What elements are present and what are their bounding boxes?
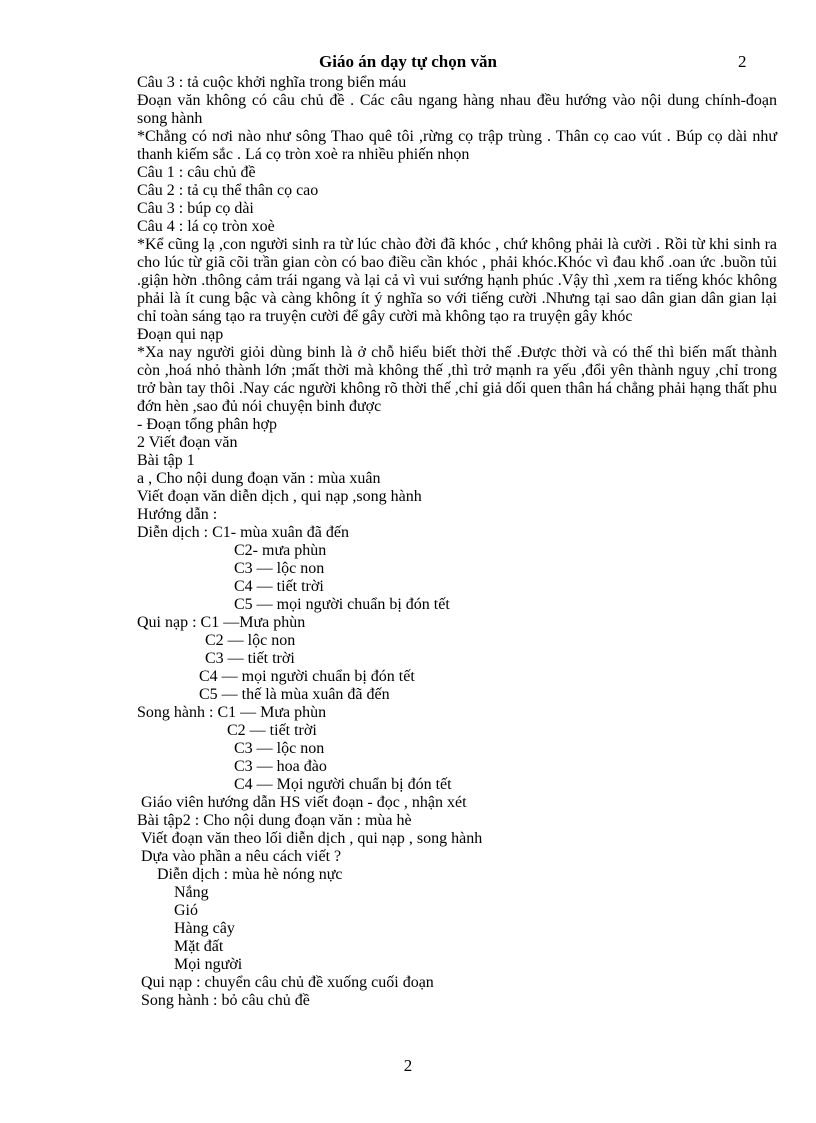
text-paragraph: *Kể cũng lạ ,con người sinh ra từ lúc chào đời đã khóc , chứ không phải là cười . Rồi từ khi sinh ra cho lúc từ giã cõi trần gian còn có bao điều cần khóc , phải khóc.Khóc vì đau khổ .oan ức .buồn tủi .giận hờn .thông cảm trái ngang và lại cả vì vui sướng hạnh phúc .Vậy thì ,xem ra tiếng khóc không phải là ít cung bậc và càng không ít ý nghĩa so với tiếng cười .Nhưng tại sao dân gian dân gian lại chỉ toàn sáng tạo ra truyện cười để gây cười mà không tạo ra truyện gây khóc [137,236,777,325]
outline-line: C3 — tiết trời [205,650,295,667]
text-paragraph: Đoạn văn không có câu chủ đề . Các câu ngang hàng nhau đều hướng vào nội dung chính-đoạn song hành [137,92,777,127]
document-body [137,74,777,1010]
text-line: Dựa vào phần a nêu cách viết ? [141,848,342,865]
text-paragraph: *Xa nay người giỏi dùng binh là ở chỗ hiểu biết thời thế .Được thời và có thế thì biến mất thành còn ,hoá nhỏ thành lớn ;mất thời mà không thế ,thì trở mạnh ra yếu ,đổi yên thành nguy ,chỉ trong trở bàn tay thôi .Nay các người không rõ thời thế ,chỉ giả dối quen thân há chẳng phải hạng thất phu đớn hèn ,sao đủ nói chuyện binh được [137,344,777,415]
footer-page-number: 2 [403,1056,413,1075]
outline-line: C2 — tiết trời [227,722,317,739]
outline-line: C4 — Mọi người chuẩn bị đón tết [234,776,452,793]
text-paragraph: *Chẳng có nơi nào như sông Thao quê tôi ,rừng cọ trập trùng . Thân cọ cao vút . Búp cọ dài như thanh kiếm sắc . Lá cọ tròn xoè ra nhiều phiến nhọn [137,128,777,163]
outline-line: Diễn dịch : C1- mùa xuân đã đến [137,524,349,541]
text-line: Song hành : bỏ câu chủ đề [141,992,310,1009]
outline-line: Gió [174,902,198,919]
outline-line: C4 — mọi người chuẩn bị đón tết [199,668,415,685]
text-line: Hướng dẫn : [137,506,218,523]
section-heading: 2 Viết đoạn văn [137,434,238,451]
outline-line: C3 — lộc non [234,740,325,757]
outline-line: C5 — mọi người chuẩn bị đón tết [234,596,450,613]
exercise-heading: Bài tập2 : Cho nội dung đoạn văn : mùa hè [137,812,412,829]
text-line: Câu 3 : tả cuộc khởi nghĩa trong biển máu [137,74,407,91]
outline-line: C3 — lộc non [234,560,325,577]
outline-line: Mọi người [174,956,243,973]
text-line: a , Cho nội dung đoạn văn : mùa xuân [137,470,381,487]
text-line: Câu 1 : câu chủ đề [137,164,256,181]
text-line: Câu 3 : búp cọ dài [137,200,254,217]
page-title: Giáo án dạy tự chọn văn [319,52,497,71]
text-line: Câu 2 : tả cụ thể thân cọ cao [137,182,319,199]
outline-line: Hàng cây [174,920,235,937]
outline-line: Mặt đất [174,938,224,955]
outline-line: Diễn dịch : mùa hè nóng nực [157,866,343,883]
text-line: Giáo viên hướng dẫn HS viết đoạn - đọc , nhận xét [141,794,467,811]
text-line: Qui nạp : chuyển câu chủ đề xuống cuối đoạn [141,974,434,991]
outline-line: Nắng [174,884,209,901]
outline-line: C3 — hoa đào [234,758,327,775]
outline-line: C4 — tiết trời [234,578,324,595]
outline-line: Song hành : C1 — Mưa phùn [137,704,327,721]
outline-line: C2 — lộc non [205,632,296,649]
header-page-number: 2 [738,52,747,71]
text-line: Viết đoạn văn diễn dịch , qui nạp ,song hành [137,488,422,505]
text-line: Đoạn qui nạp [137,326,224,343]
outline-line: C5 — thế là mùa xuân đã đến [199,686,390,703]
text-line: Câu 4 : lá cọ tròn xoè [137,218,275,235]
exercise-heading: Bài tập 1 [137,452,195,469]
outline-line: Qui nạp : C1 —Mưa phùn [137,614,306,631]
outline-line: C2- mưa phùn [234,542,327,559]
text-line: Viết đoạn văn theo lối diễn dịch , qui nạp , song hành [141,830,483,847]
text-line: - Đoạn tổng phân hợp [137,416,277,433]
